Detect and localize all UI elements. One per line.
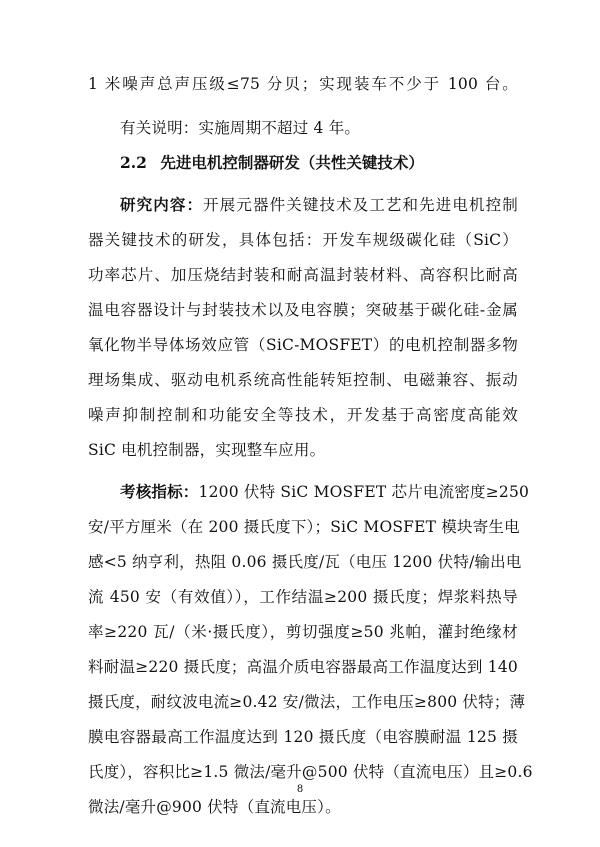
research-line: 温电容器设计与封装技术以及电容膜；突破基于碳化硅-金属	[88, 301, 518, 319]
section-number: 2.2	[120, 153, 147, 172]
assessment-text: 1200 伏特 SiC MOSFET 芯片电流密度≥250	[198, 483, 530, 501]
assessment-line: 料耐温≥220 摄氏度；高温介质电容器最高工作温度达到 140	[88, 658, 518, 676]
assessment-line: 流 450 安（有效值）），工作结温≥200 摄氏度；焊浆料热导	[88, 588, 518, 606]
intro-line: 1 米噪声总声压级≤75 分贝；实现装车不少于 100 台。	[88, 75, 518, 93]
assessment-line: 率≥220 瓦/（米·摄氏度），剪切强度≥50 兆帕，灌封绝缘材	[88, 623, 518, 641]
assessment-line: 摄氏度，耐纹波电流≥0.42 安/微法，工作电压≥800 伏特；薄	[88, 693, 526, 711]
research-line: SiC 电机控制器，实现整车应用。	[88, 441, 326, 459]
research-line	[120, 194, 518, 216]
assessment-label: 考核指标：	[120, 482, 199, 501]
assessment-line: 安/平方厘米（在 200 摄氏度下）；SiC MOSFET 模块寄生电	[88, 518, 520, 536]
research-line: 器关键技术的研发，具体包括：开发车规级碳化硅（SiC）	[88, 231, 518, 249]
research-line: 理场集成、驱动电机系统高性能转矩控制、电磁兼容、振动	[88, 371, 518, 389]
note-paragraph	[120, 117, 518, 139]
section-heading	[120, 152, 424, 174]
research-label: 研究内容：	[120, 195, 204, 214]
assessment-line: 微法/毫升@900 伏特（直流电压）。	[88, 798, 341, 816]
assessment-line: 氏度），容积比≥1.5 微法/毫升@500 伏特（直流电压）且≥0.6	[88, 763, 533, 781]
section-title: 先进电机控制器研发（共性关键技术）	[160, 153, 424, 172]
research-line: 功率芯片、加压烧结封装和耐高温封装材料、高容积比耐高	[88, 266, 518, 284]
assessment-line	[120, 481, 530, 503]
page-number: 8	[296, 784, 304, 795]
research-line: 噪声抑制控制和功能安全等技术，开发基于高密度高能效	[88, 406, 518, 424]
note-label: 有关说明：	[120, 119, 199, 137]
note-text: 实施周期不超过 4 年。	[198, 119, 361, 137]
research-text: 开展元器件关键技术及工艺和先进电机控制	[203, 196, 518, 214]
assessment-line: 感<5 纳亨利，热阻 0.06 摄氏度/瓦（电压 1200 伏特/输出电	[88, 553, 522, 571]
assessment-line: 膜电容器最高工作温度达到 120 摄氏度（电容膜耐温 125 摄	[88, 728, 518, 746]
research-line: 氧化物半导体场效应管（SiC-MOSFET）的电机控制器多物	[88, 336, 518, 354]
